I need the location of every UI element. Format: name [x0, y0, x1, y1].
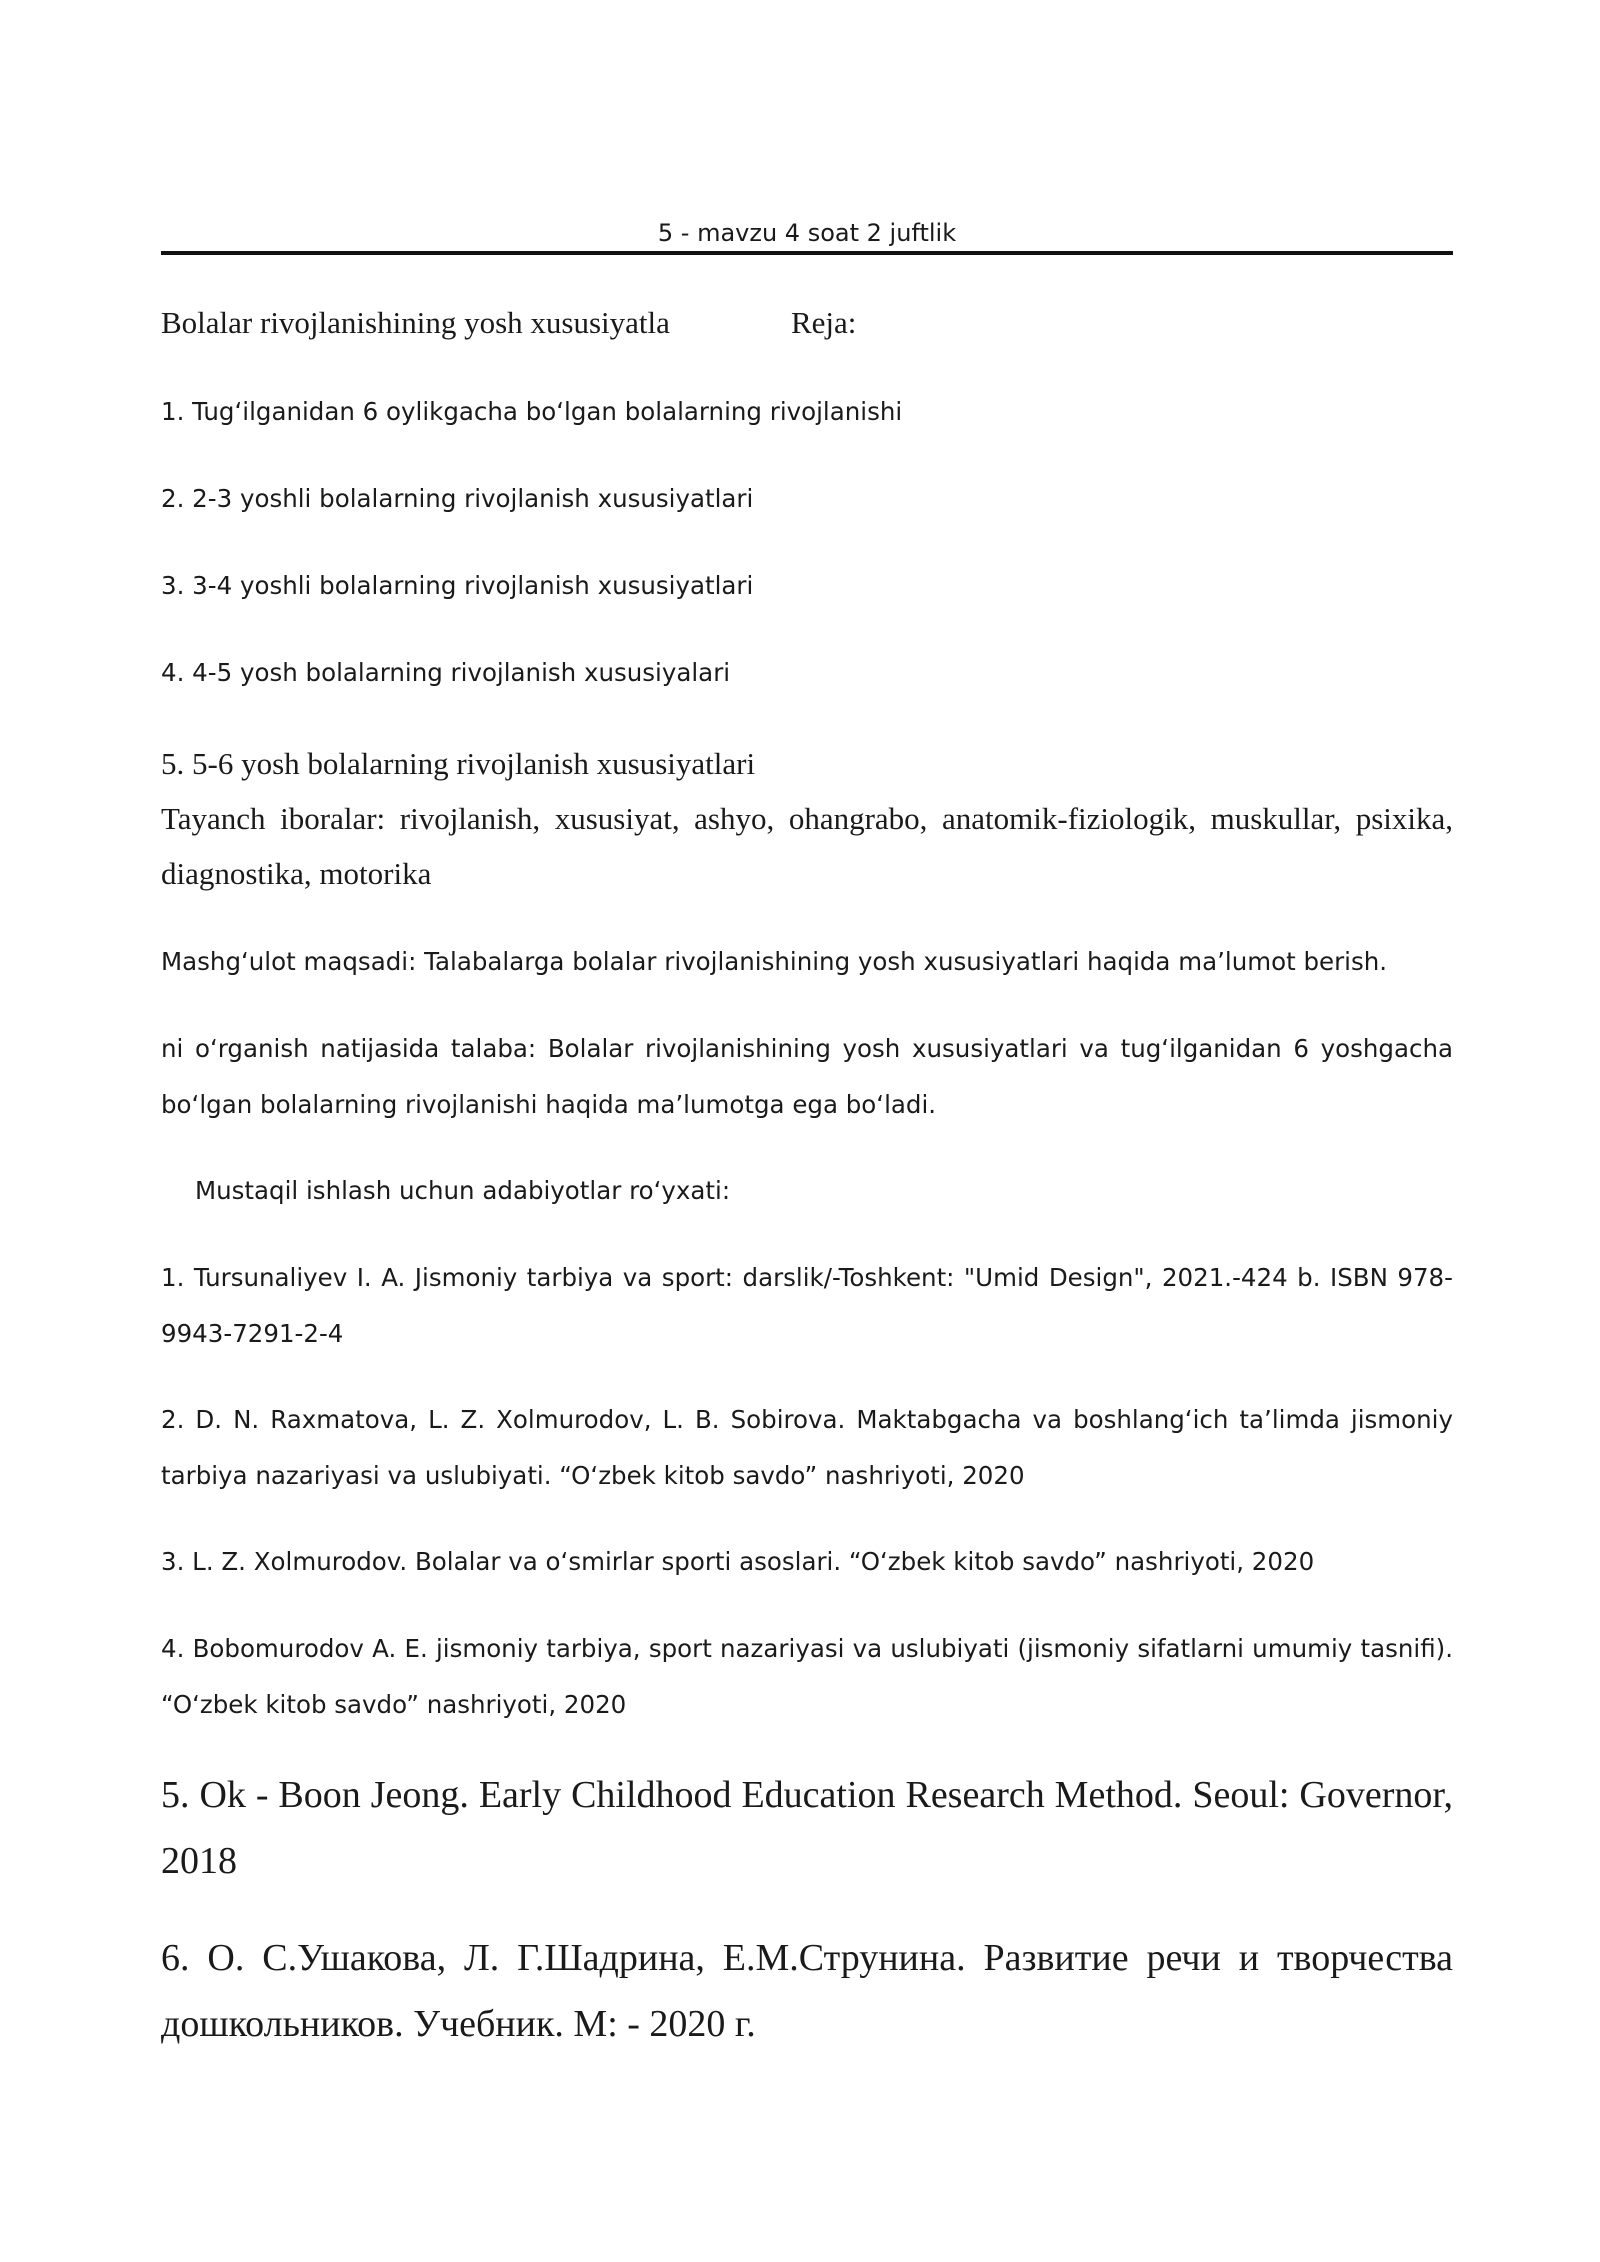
plan-item: 2. 2-3 yoshli bolalarning rivojlanish xususiyatlari [161, 484, 754, 513]
topic-row [161, 305, 1453, 341]
literature-item: 5. Ok - Boon Jeong. Early Childhood Education Research Method. Seoul: Governor, 2018 [161, 1774, 1453, 1882]
literature-item: 6. О. С.Ушакова, Л. Г.Шадрина, Е.М.Струнина. Развитие речи и творчества дошкольников. Учебник. М: - 2020 г. [161, 1937, 1453, 2045]
literature-item: 4. Bobomurodov A. E. jismoniy tarbiya, sport nazariyasi va uslubiyati (jismoniy sifatlarni umumiy tasnifi). “Oʻzbek kitob savdo” nashriyoti, 2020 [161, 1634, 1453, 1719]
plan-item: 1. Tugʻilganidan 6 oylikgacha boʻlgan bolalarning rivojlanishi [161, 397, 903, 426]
keywords-paragraph: Tayanch iboralar: rivojlanish, xususiyat, ashyo, ohangrabo, anatomik-fiziologik, muskullar, psixika, diagnostika, motorika [161, 801, 1453, 891]
plan-item: 4. 4-5 yosh bolalarning rivojlanish xususiyalari [161, 658, 731, 687]
literature-item: 2. D. N. Raxmatova, L. Z. Xolmurodov, L. B. Sobirova. Maktabgacha va boshlangʻich ta’limda jismoniy tarbiya nazariyasi va uslubiyati. “Oʻzbek kitob savdo” nashriyoti, 2020 [161, 1405, 1453, 1490]
topic-title: Bolalar rivojlanishining yosh xususiyatla [161, 305, 670, 340]
plan-label: Reja: [791, 305, 857, 340]
plan-item: 3. 3-4 yoshli bolalarning rivojlanish xususiyatlari [161, 571, 754, 600]
literature-item: 1. Tursunaliyev I. A. Jismoniy tarbiya va sport: darslik/-Toshkent: "Umid Design", 2021.-424 b. ISBN 978-9943-7291-2-4 [161, 1263, 1453, 1348]
plan-item: 5. 5-6 yosh bolalarning rivojlanish xususiyatlari [161, 746, 756, 781]
literature-heading: Mustaqil ishlash uchun adabiyotlar roʻyxati: [195, 1176, 731, 1205]
header-divider [161, 251, 1453, 255]
outcome-paragraph: ni oʻrganish natijasida talaba: Bolalar rivojlanishining yosh xususiyatlari va tugʻilganidan 6 yoshgacha boʻlgan bolalarning rivojlanishi haqida ma’lumotga ega boʻladi. [161, 1034, 1453, 1119]
goal-paragraph: Mashgʻulot maqsadi: Talabalarga bolalar rivojlanishining yosh xususiyatlari haqida ma’lumot berish. [161, 947, 1388, 976]
page-header-title: 5 - mavzu 4 soat 2 juftlik [657, 219, 957, 247]
literature-item: 3. L. Z. Xolmurodov. Bolalar va oʻsmirlar sporti asoslari. “Oʻzbek kitob savdo” nashriyoti, 2020 [161, 1547, 1315, 1576]
